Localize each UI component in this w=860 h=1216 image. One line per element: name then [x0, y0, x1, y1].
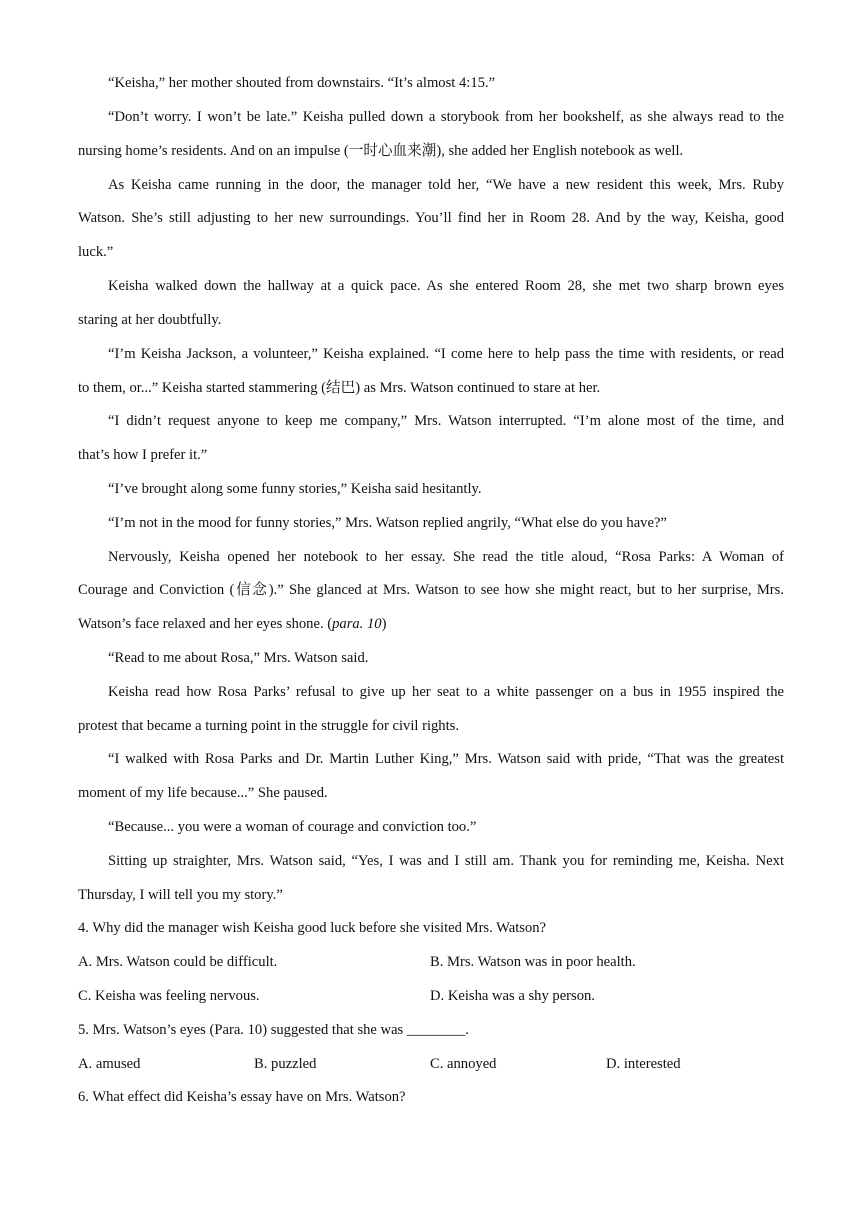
paragraph-13: “Because... you were a woman of courage and conviction too.”: [108, 819, 477, 835]
paragraph-2-line-1: “Don’t worry. I won’t be late.” Keisha pulled down a storybook from her bookshelf, as she always read to the: [108, 109, 784, 125]
paragraph-1: “Keisha,” her mother shouted from downstairs. “It’s almost 4:15.”: [108, 75, 496, 91]
question-5-option-d: D. interested: [606, 1056, 681, 1072]
question-5-stem: 5. Mrs. Watson’s eyes (Para. 10) suggested that she was ________.: [78, 1022, 469, 1038]
question-4-option-a: A. Mrs. Watson could be difficult.: [78, 954, 278, 970]
paragraph-14-line-1: Sitting up straighter, Mrs. Watson said, “Yes, I was and I still am. Thank you for reminding me, Keisha. Next: [108, 853, 784, 869]
question-5-option-c: C. annoyed: [430, 1056, 497, 1072]
paragraph-3-line-3: luck.”: [78, 244, 114, 260]
paragraph-3-line-1: As Keisha came running in the door, the manager told her, “We have a new resident this week, Mrs. Ruby: [108, 177, 784, 193]
question-4-option-b: B. Mrs. Watson was in poor health.: [430, 954, 636, 970]
paragraph-11-line-2: protest that became a turning point in the struggle for civil rights.: [78, 718, 459, 734]
question-5-option-a: A. amused: [78, 1056, 141, 1072]
paragraph-8: “I’m not in the mood for funny stories,” Mrs. Watson replied angrily, “What else do you have?”: [108, 515, 667, 531]
paragraph-3-line-2: Watson. She’s still adjusting to her new surroundings. You’ll find her in Room 28. And by the way, Keisha, good: [78, 210, 784, 226]
paragraph-6-line-2: that’s how I prefer it.”: [78, 447, 208, 463]
paragraph-4-line-2: staring at her doubtfully.: [78, 312, 222, 328]
paragraph-9-line-1: Nervously, Keisha opened her notebook to her essay. She read the title aloud, “Rosa Parks: A Woman of: [108, 549, 784, 565]
question-4-option-c: C. Keisha was feeling nervous.: [78, 988, 260, 1004]
paragraph-11-line-1: Keisha read how Rosa Parks’ refusal to give up her seat to a white passenger on a bus in 1955 inspired the: [108, 684, 784, 700]
paragraph-12-line-2: moment of my life because...” She paused.: [78, 785, 328, 801]
paragraph-12-line-1: “I walked with Rosa Parks and Dr. Martin Luther King,” Mrs. Watson said with pride, “That was the greatest: [108, 751, 784, 767]
paragraph-9-line-3: [78, 614, 784, 634]
paragraph-9-line-3-close: ): [381, 616, 387, 632]
paragraph-2-line-2: nursing home’s residents. And on an impulse (一时心血来潮), she added her English notebook as well.: [78, 143, 684, 159]
paragraph-6-line-1: “I didn’t request anyone to keep me company,” Mrs. Watson interrupted. “I’m alone most of the time, and: [108, 413, 784, 429]
paragraph-7: “I’ve brought along some funny stories,” Keisha said hesitantly.: [108, 481, 482, 497]
paragraph-4-line-1: Keisha walked down the hallway at a quick pace. As she entered Room 28, she met two sharp brown eyes: [108, 278, 784, 294]
paragraph-9-line-2: Courage and Conviction (信念).” She glanced at Mrs. Watson to see how she might react, but to her surprise, Mrs.: [78, 582, 784, 598]
paragraph-5-line-2: to them, or...” Keisha started stammering (结巴) as Mrs. Watson continued to stare at her.: [78, 380, 601, 396]
paragraph-14-line-2: Thursday, I will tell you my story.”: [78, 887, 283, 903]
question-4-option-d: D. Keisha was a shy person.: [430, 988, 595, 1004]
paragraph-10: “Read to me about Rosa,” Mrs. Watson said.: [108, 650, 369, 666]
question-5-option-b: B. puzzled: [254, 1056, 317, 1072]
question-6-stem: 6. What effect did Keisha’s essay have on Mrs. Watson?: [78, 1089, 406, 1105]
paragraph-9-line-3-text: Watson’s face relaxed and her eyes shone. (: [78, 616, 333, 632]
para-reference: para. 10: [332, 616, 382, 632]
paragraph-5-line-1: “I’m Keisha Jackson, a volunteer,” Keisha explained. “I come here to help pass the time with residents, or read: [108, 346, 784, 362]
question-4-stem: 4. Why did the manager wish Keisha good luck before she visited Mrs. Watson?: [78, 920, 547, 936]
